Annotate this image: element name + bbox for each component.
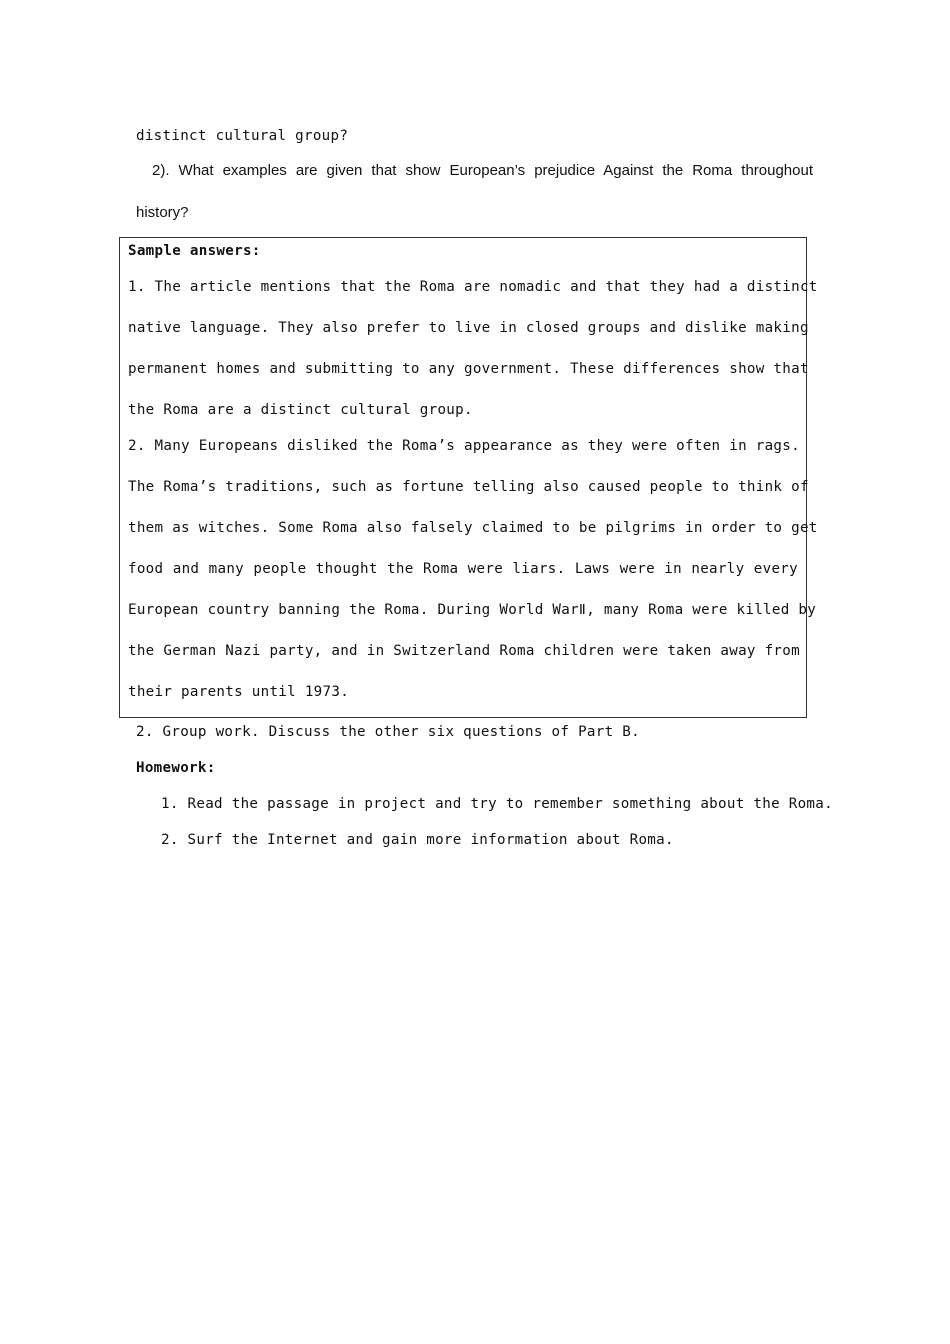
question-2-line: 2). What examples are given that show European’s prejudice Against the Roma throughout [152, 162, 813, 179]
answer-2-line: European country banning the Roma. During World WarⅡ, many Roma were killed by [128, 602, 817, 618]
question-2-continuation: history? [136, 204, 189, 221]
sample-answers-box [119, 237, 818, 718]
group-work-instruction: 2. Group work. Discuss the other six questions of Part B. [136, 724, 640, 740]
answer-1-line: 1. The article mentions that the Roma are nomadic and that they had a distinct [128, 279, 818, 295]
answer-2-line: 2. Many Europeans disliked the Roma’s appearance as they were often in rags. [128, 438, 800, 454]
intro-question-continuation: distinct cultural group? [136, 128, 349, 144]
answer-2-line: their parents until 1973. [128, 684, 350, 700]
answer-1-line: permanent homes and submitting to any government. These differences show that [128, 361, 809, 377]
homework-item: 1. Read the passage in project and try to remember something about the Roma. [161, 796, 833, 812]
answer-1-line: native language. They also prefer to live in closed groups and dislike making [128, 320, 809, 336]
answer-2-line: food and many people thought the Roma were liars. Laws were in nearly every [128, 561, 798, 577]
homework-item: 2. Surf the Internet and gain more information about Roma. [161, 832, 674, 848]
answer-2-line: the German Nazi party, and in Switzerland Roma children were taken away from [128, 643, 800, 659]
answer-1-line: the Roma are a distinct cultural group. [128, 402, 473, 418]
answer-2-line: them as witches. Some Roma also falsely claimed to be pilgrims in order to get [128, 520, 818, 536]
answer-2-line: The Roma’s traditions, such as fortune telling also caused people to think of [128, 479, 809, 495]
sample-answers-heading: Sample answers: [128, 243, 261, 259]
homework-heading: Homework: [136, 760, 216, 776]
